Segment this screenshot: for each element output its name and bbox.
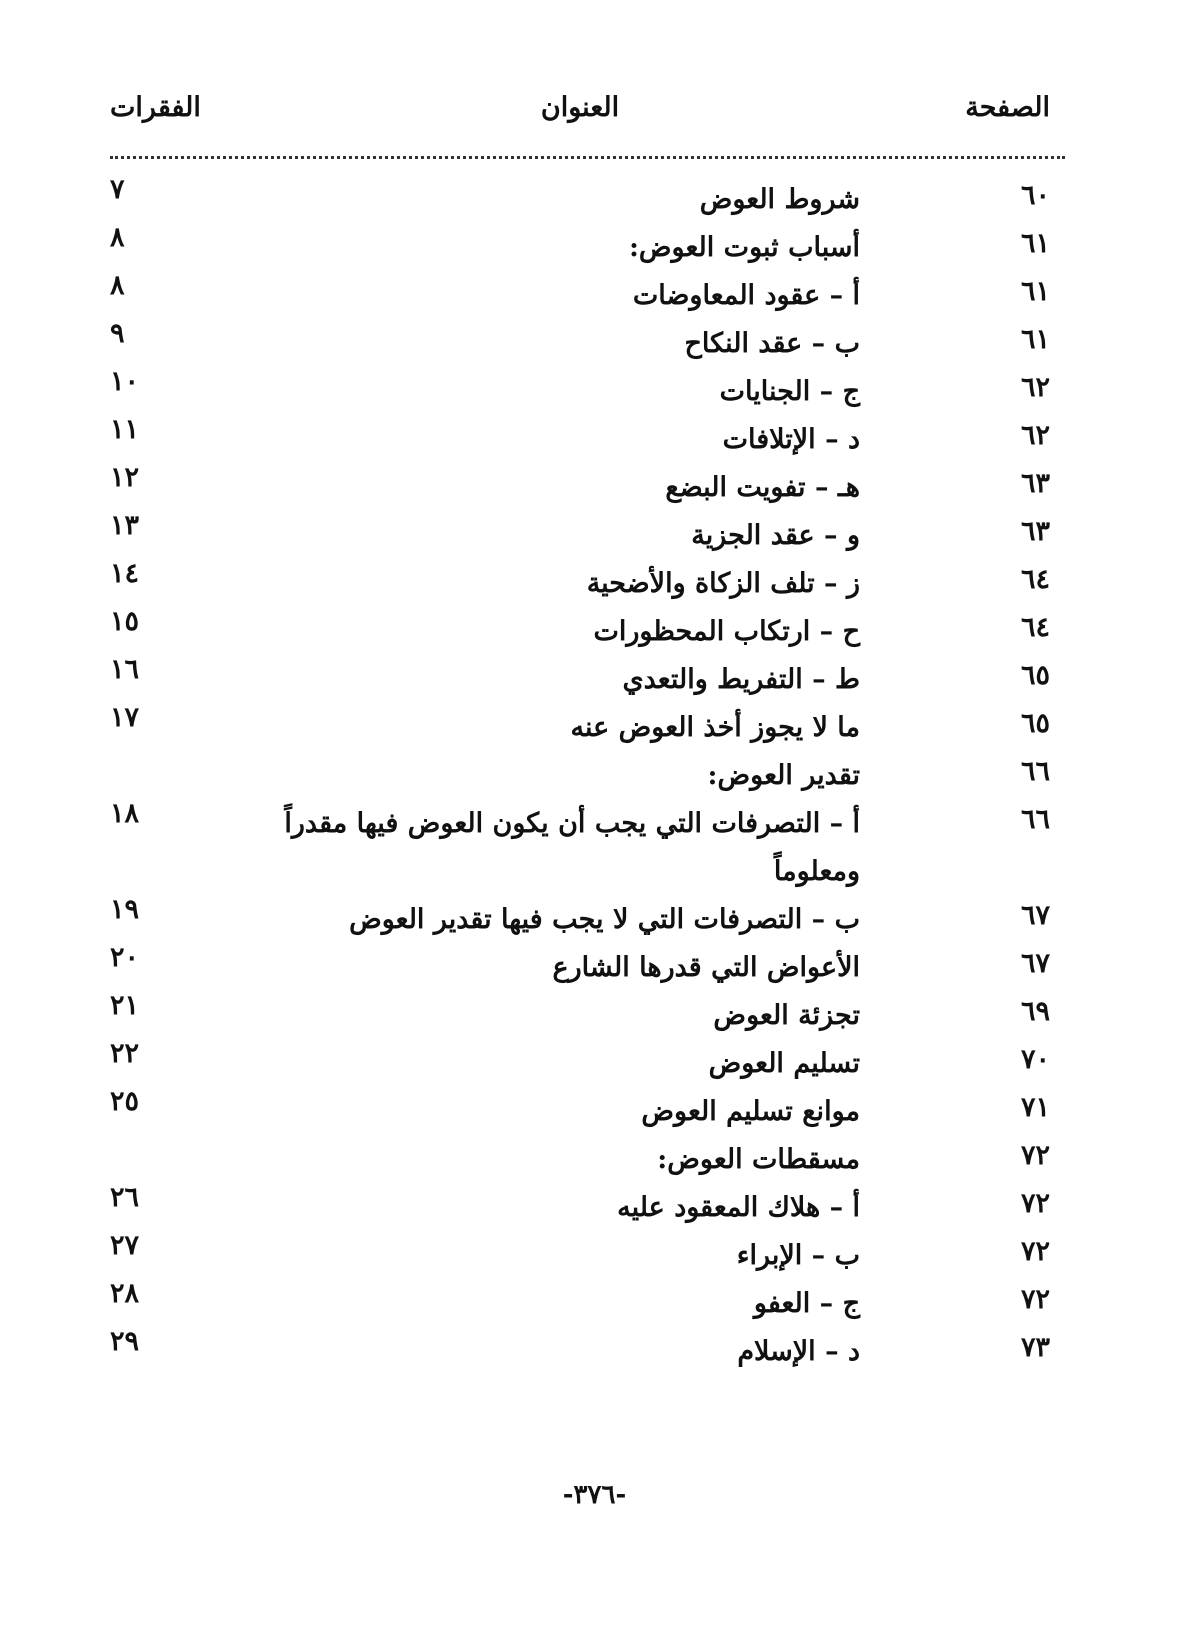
toc-page-number: ٧٢ (1020, 1236, 1050, 1267)
toc-row (110, 1230, 1050, 1278)
toc-row (110, 894, 1050, 942)
toc-row (110, 558, 1050, 606)
toc-paragraph-number: ٨ (110, 222, 125, 253)
toc-paragraph-number: ١١ (110, 414, 140, 445)
toc-row (110, 1278, 1050, 1326)
toc-paragraph-number: ١٤ (110, 558, 140, 589)
toc-entry-title: مسقطات العوض: (657, 1144, 860, 1175)
toc-paragraph-number: ١٦ (110, 654, 140, 685)
toc-entry-title: شروط العوض (699, 184, 860, 215)
toc-page-number: ٦١ (1020, 228, 1050, 259)
toc-paragraph-number: ٢٠ (110, 942, 140, 973)
toc-paragraph-number: ٨ (110, 270, 125, 301)
toc-row (110, 318, 1050, 366)
toc-entry-title: ج – الجنايات (719, 376, 860, 407)
toc-row (110, 462, 1050, 510)
toc-paragraph-number: ١٢ (110, 462, 140, 493)
toc-paragraph-number: ٢١ (110, 990, 140, 1021)
toc-page-number: ٦٦ (1020, 804, 1050, 835)
toc-row (110, 942, 1050, 990)
toc-paragraph-number: ١٥ (110, 606, 140, 637)
toc-paragraph-number: ٢٢ (110, 1038, 140, 1069)
toc-paragraph-number: ١٨ (110, 798, 140, 829)
toc-page-number: ٦٩ (1020, 996, 1050, 1027)
toc-entry-title: ما لا يجوز أخذ العوض عنه (570, 712, 860, 743)
toc-entry-title: ز – تلف الزكاة والأضحية (586, 568, 860, 599)
toc-entry-title: أسباب ثبوت العوض: (628, 232, 860, 263)
header-divider (110, 156, 1065, 159)
toc-paragraph-number: ١٩ (110, 894, 140, 925)
toc-entry-title: ح – ارتكاب المحظورات (593, 616, 860, 647)
footer-page-number: -٣٧٦- (562, 1480, 627, 1510)
toc-page-number: ٧٢ (1020, 1140, 1050, 1171)
toc-row (110, 1134, 1050, 1182)
toc-row (110, 750, 1050, 798)
toc-entry-title: د – الإسلام (737, 1336, 860, 1367)
toc-row (110, 222, 1050, 270)
toc-entry-title: تسليم العوض (708, 1048, 860, 1079)
toc-page-number: ٦١ (1020, 324, 1050, 355)
toc-entry-title: د – الإتلافات (722, 424, 860, 455)
toc-row (110, 366, 1050, 414)
toc-entry-title: الأعواض التي قدرها الشارع (552, 952, 860, 983)
toc-row (110, 606, 1050, 654)
toc-page-number: ٦٢ (1020, 372, 1050, 403)
toc-paragraph-number: ٧ (110, 174, 125, 205)
toc-page-number: ٦٣ (1020, 468, 1050, 499)
toc-page-number: ٦٧ (1020, 948, 1050, 979)
toc-row (110, 510, 1050, 558)
toc-row (110, 990, 1050, 1038)
toc-page-number: ٧١ (1020, 1092, 1050, 1123)
toc-entry-title: تقدير العوض: (707, 760, 860, 791)
toc-page-number: ٧٣ (1020, 1332, 1050, 1363)
header-paras-label: الفقرات (110, 92, 201, 123)
toc-page-number: ٦٦ (1020, 756, 1050, 787)
toc-row (110, 414, 1050, 462)
toc-paragraph-number: ٢٨ (110, 1278, 140, 1309)
toc-row (110, 270, 1050, 318)
toc-page-number: ٦٧ (1020, 900, 1050, 931)
toc-entry-title: ب – عقد النكاح (684, 328, 860, 359)
toc-paragraph-number: ١٣ (110, 510, 140, 541)
toc-paragraph-number: ٢٦ (110, 1182, 140, 1213)
toc-entry-title: تجزئة العوض (713, 1000, 860, 1031)
toc-page-number: ٦٢ (1020, 420, 1050, 451)
toc-page-number: ٧٢ (1020, 1188, 1050, 1219)
toc-row (110, 654, 1050, 702)
toc-row (110, 1182, 1050, 1230)
toc-entry-title: أ – التصرفات التي يجب أن يكون العوض فيها مقدراً ومعلوماً (284, 808, 860, 887)
toc-list (110, 174, 1050, 1374)
toc-row (110, 798, 1050, 894)
toc-entry-title: هـ – تفويت البضع (665, 472, 860, 503)
header-title-label: العنوان (540, 92, 620, 123)
toc-entry-title: أ – عقود المعاوضات (632, 280, 860, 311)
toc-row (110, 174, 1050, 222)
toc-entry-title: و – عقد الجزية (691, 520, 860, 551)
toc-entry-title: موانع تسليم العوض (641, 1096, 860, 1127)
toc-entry-title: أ – هلاك المعقود عليه (617, 1192, 860, 1223)
toc-page-number: ٦١ (1020, 276, 1050, 307)
toc-row (110, 1326, 1050, 1374)
toc-page-number: ٦٥ (1020, 708, 1050, 739)
toc-page-number: ٦٥ (1020, 660, 1050, 691)
toc-page-number: ٦٤ (1020, 612, 1050, 643)
toc-page-number: ٧٠ (1020, 1044, 1050, 1075)
toc-header (110, 84, 1050, 144)
toc-page-number: ٧٢ (1020, 1284, 1050, 1315)
toc-paragraph-number: ٩ (110, 318, 125, 349)
toc-entry-title: ب – الإبراء (736, 1240, 860, 1271)
toc-row (110, 1086, 1050, 1134)
toc-entry-title: ب – التصرفات التي لا يجب فيها تقدير العوض (349, 904, 860, 935)
toc-page-number: ٦٣ (1020, 516, 1050, 547)
toc-paragraph-number: ٢٩ (110, 1326, 140, 1357)
toc-paragraph-number: ١٠ (110, 366, 140, 397)
toc-paragraph-number: ١٧ (110, 702, 140, 733)
header-page-label: الصفحة (965, 92, 1050, 123)
toc-entry-title: ط – التفريط والتعدي (622, 664, 860, 695)
toc-page-number: ٦٤ (1020, 564, 1050, 595)
toc-row (110, 702, 1050, 750)
toc-row (110, 1038, 1050, 1086)
toc-paragraph-number: ٢٧ (110, 1230, 140, 1261)
toc-page-number: ٦٠ (1020, 180, 1050, 211)
toc-entry-title: ج – العفو (753, 1288, 860, 1319)
toc-paragraph-number: ٢٥ (110, 1086, 140, 1117)
